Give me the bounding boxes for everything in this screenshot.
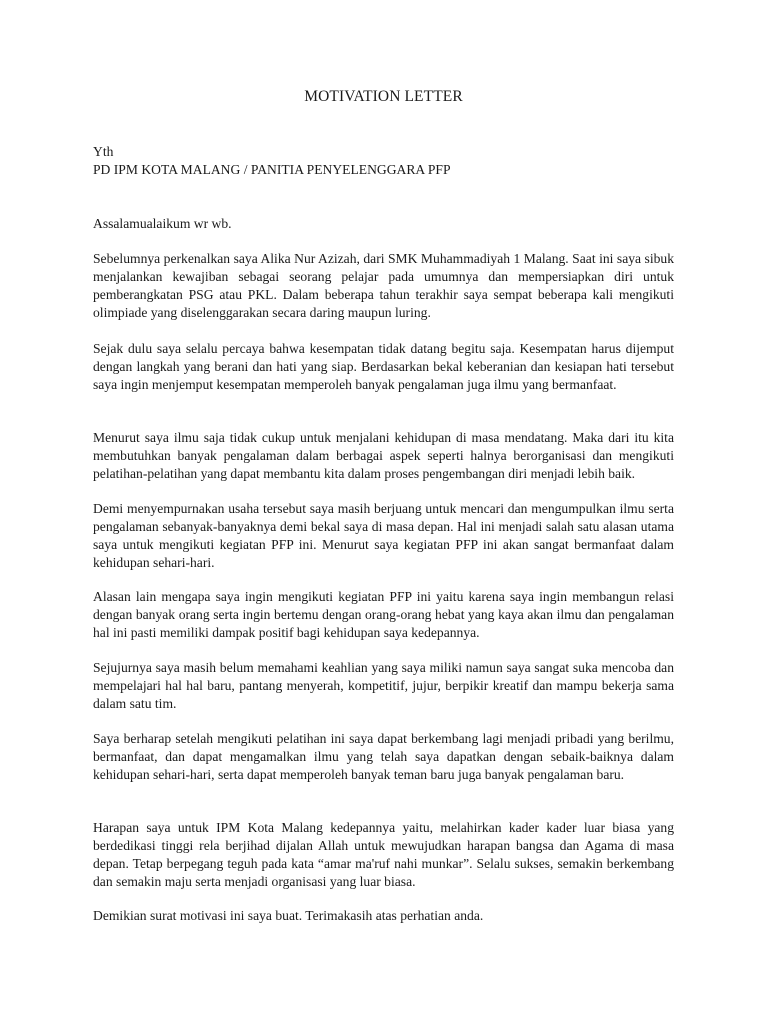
letter-title: MOTIVATION LETTER — [304, 88, 463, 105]
paragraph-hopes-self: Saya berharap setelah mengikuti pelatihan ini saya dapat berkembang lagi menjadi pribadi yang berilmu, bermanfaat, dan dapat mengamalkan ilmu yang telah saya dapatkan dengan sebaik-baiknya dalam kehidupan sehari-hari, serta dapat memperoleh banyak teman baru juga banyak pengalaman baru. — [93, 731, 674, 782]
paragraph-effort: Demi menyempurnakan usaha tersebut saya masih berjuang untuk mencari dan mengumpulkan ilmu serta pengalaman sebanyak-banyaknya demi bekal saya di masa depan. Hal ini menjadi salah satu alasan utama saya untuk mengikuti kegiatan PFP ini. Menurut saya kegiatan PFP ini akan sangat bermanfaat dalam kehidupan sehari-hari. — [93, 501, 674, 570]
recipient-name: PD IPM KOTA MALANG / PANITIA PENYELENGGARA PFP — [93, 162, 451, 177]
paragraph-hopes-organization: Harapan saya untuk IPM Kota Malang kedepannya yaitu, melahirkan kader kader luar biasa yang berdedikasi tinggi rela berjihad dijalan Allah untuk mewujudkan harapan bangsa dan Agama di masa depan. Tetap berpegang teguh pada kata “amar ma'ruf nahi munkar”. Selalu sukses, semakin berkembang dan semakin maju serta menjadi organisasi yang luar biasa. — [93, 820, 674, 889]
paragraph-skills: Sejujurnya saya masih belum memahami keahlian yang saya miliki namun saya sangat suka mencoba dan mempelajari hal hal baru, pantang menyerah, kompetitif, jujur, berpikir kreatif dan mampu bekerja sama dalam satu tim. — [93, 660, 674, 711]
closing-line: Demikian surat motivasi ini saya buat. Terimakasih atas perhatian anda. — [93, 908, 484, 923]
recipient-salutation: Yth — [93, 144, 114, 159]
greeting: Assalamualaikum wr wb. — [93, 216, 232, 231]
paragraph-relations: Alasan lain mengapa saya ingin mengikuti kegiatan PFP ini yaitu karena saya ingin membangun relasi dengan banyak orang serta ingin bertemu dengan orang-orang hebat yang kaya akan ilmu dan pengalaman hal ini pasti memiliki dampak positif bagi kehidupan saya kedepannya. — [93, 589, 674, 640]
paragraph-opportunity: Sejak dulu saya selalu percaya bahwa kesempatan tidak datang begitu saja. Kesempatan harus dijemput dengan langkah yang berani dan hati yang siap. Berdasarkan bekal keberanian dan kesiapan hati tersebut saya ingin menjemput kesempatan memperoleh banyak pengalaman juga ilmu yang bermanfaat. — [93, 341, 674, 392]
paragraph-introduction: Sebelumnya perkenalkan saya Alika Nur Azizah, dari SMK Muhammadiyah 1 Malang. Saat ini saya sibuk menjalankan kewajiban sebagai seorang pelajar pada umumnya dan mempersiapkan diri untuk pemberangkatan PSG atau PKL. Dalam beberapa tahun terakhir saya sempat beberapa kali mengikuti olimpiade yang diselenggarakan secara daring maupun luring. — [93, 251, 674, 320]
paragraph-knowledge: Menurut saya ilmu saja tidak cukup untuk menjalani kehidupan di masa mendatang. Maka dari itu kita membutuhkan banyak pengalaman dalam berbagai aspek seperti halnya berorganisasi dan mengikuti pelatihan-pelatihan yang dapat membantu kita dalam proses pengembangan diri menjadi lebih baik. — [93, 430, 674, 481]
